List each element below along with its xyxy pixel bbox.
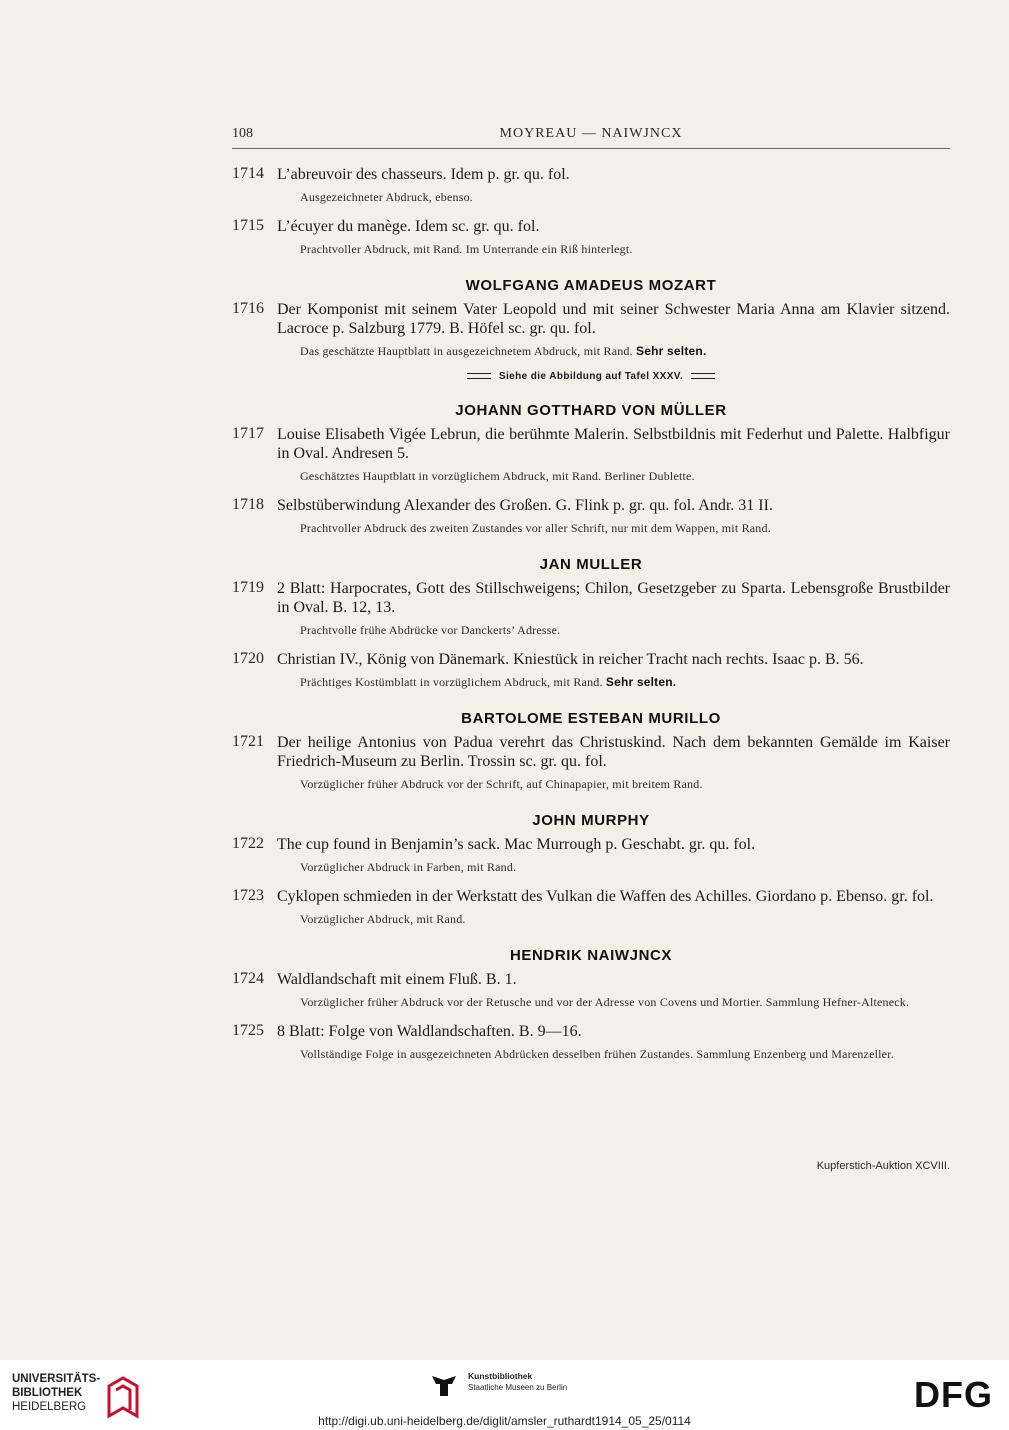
catalog-entry bbox=[232, 650, 950, 690]
lot-note-text: Prächtiges Kostümblatt in vorzüglichem Abdruck, mit Rand. bbox=[300, 675, 603, 689]
lot-note-text: Prachtvoller Abdruck des zweiten Zustandes vor aller Schrift, nur mit dem Wappen, mit Rand. bbox=[300, 521, 771, 535]
plate-reference-text: Siehe die Abbildung auf Tafel XXXV. bbox=[498, 371, 684, 382]
lot-note bbox=[300, 344, 950, 359]
catalog-entry bbox=[232, 579, 950, 638]
lot-title: Christian IV., König von Dänemark. Kniestück in reicher Tracht nach rechts. Isaac p. B. 56. bbox=[277, 651, 864, 668]
lot-note-text: Vorzüglicher Abdruck, mit Rand. bbox=[300, 912, 466, 926]
running-header bbox=[232, 126, 950, 148]
lot-number: 1719 bbox=[232, 579, 264, 596]
double-rule-right bbox=[691, 373, 715, 379]
lot-title: 2 Blatt: Harpocrates, Gott des Stillschweigens; Chilon, Gesetzgeber zu Sparta. Lebensgroße Brustbilder in Oval. B. 12, 13. bbox=[277, 580, 950, 616]
lot-note-text: Vorzüglicher Abdruck in Farben, mit Rand. bbox=[300, 860, 517, 874]
catalog-entry bbox=[232, 1022, 950, 1062]
artist-heading: WOLFGANG AMADEUS MOZART bbox=[465, 277, 717, 294]
lot-note-text: Vorzüglicher früher Abdruck vor der Schrift, auf Chinapapier, mit breitem Rand. bbox=[300, 777, 703, 791]
catalog-entry bbox=[232, 217, 950, 257]
lot-title: The cup found in Benjamin’s sack. Mac Murrough p. Geschabt. gr. qu. fol. bbox=[277, 836, 756, 853]
lot-note bbox=[300, 190, 950, 205]
lot-number: 1723 bbox=[232, 887, 264, 904]
lot-note bbox=[300, 675, 950, 690]
lot-note-text: Geschätztes Hauptblatt in vorzüglichem Abdruck, mit Rand. Berliner Dublette. bbox=[300, 469, 695, 483]
eagle-icon bbox=[430, 1370, 458, 1400]
lot-note-text: Vorzüglicher früher Abdruck vor der Retusche und vor der Adresse von Covens und Mortier. Sammlung Hefner-Alteneck. bbox=[300, 995, 910, 1009]
lot-number: 1720 bbox=[232, 650, 264, 667]
lot-number: 1714 bbox=[232, 165, 264, 182]
lot-number: 1724 bbox=[232, 970, 264, 987]
kunstbibliothek-logo[interactable] bbox=[430, 1370, 630, 1410]
catalog-entry bbox=[232, 496, 950, 536]
catalog-entry bbox=[232, 733, 950, 792]
catalog-entry bbox=[232, 835, 950, 875]
catalog-entry bbox=[232, 165, 950, 205]
lot-number: 1715 bbox=[232, 217, 264, 234]
ub-line1: UNIVERSITÄTS- bbox=[12, 1373, 101, 1385]
lot-note-text: Ausgezeichneter Abdruck, ebenso. bbox=[300, 190, 474, 204]
digitization-footer bbox=[0, 1360, 1009, 1430]
artist-heading: JOHN MURPHY bbox=[532, 812, 650, 829]
lot-note bbox=[300, 860, 950, 875]
lot-note bbox=[300, 623, 950, 638]
catalog-entry bbox=[232, 970, 950, 1010]
lot-note bbox=[300, 1047, 950, 1062]
lot-note-text: Vollständige Folge in ausgezeichneten Abdrücken desselben frühen Zustandes. Sammlung Enzenberg und Marenzeller. bbox=[300, 1047, 894, 1061]
kb-line2: Staatliche Museen zu Berlin bbox=[468, 1383, 568, 1392]
catalog-content bbox=[232, 165, 950, 1074]
page-number: 108 bbox=[232, 126, 253, 141]
lot-note bbox=[300, 521, 950, 536]
lot-title: Der heilige Antonius von Padua verehrt das Christuskind. Nach dem bekannten Gemälde im Kaiser Friedrich-Museum zu Berlin. Trossin sc. gr. qu. fol. bbox=[277, 734, 950, 770]
lot-title: Waldlandschaft mit einem Fluß. B. 1. bbox=[277, 971, 517, 988]
footer-note: Kupferstich-Auktion XCVIII. bbox=[816, 1160, 950, 1172]
ub-logo-text bbox=[12, 1372, 100, 1414]
lot-note bbox=[300, 995, 950, 1010]
artist-heading: BARTOLOME ESTEBAN MURILLO bbox=[461, 710, 721, 727]
lot-title: Selbstüberwindung Alexander des Großen. G. Flink p. gr. qu. fol. Andr. 31 II. bbox=[277, 497, 773, 514]
lot-note bbox=[300, 469, 950, 484]
lot-number: 1718 bbox=[232, 496, 264, 513]
double-rule-left bbox=[467, 373, 491, 379]
artist-heading: HENDRIK NAIWJNCX bbox=[509, 947, 673, 964]
source-url[interactable]: http://digi.ub.uni-heidelberg.de/diglit/amsler_ruthardt1914_05_25/0114 bbox=[318, 1414, 691, 1428]
lot-title: 8 Blatt: Folge von Waldlandschaften. B. 9—16. bbox=[277, 1023, 582, 1040]
catalog-entry bbox=[232, 300, 950, 359]
lot-number: 1721 bbox=[232, 733, 264, 750]
running-title: MOYREAU — NAIWJNCX bbox=[499, 126, 683, 141]
lot-number: 1717 bbox=[232, 425, 264, 442]
kb-line1: Kunstbibliothek bbox=[468, 1371, 533, 1381]
rarity-label: Sehr selten. bbox=[605, 675, 677, 689]
lot-note bbox=[300, 912, 950, 927]
lot-note-text: Prachtvolle frühe Abdrücke vor Danckerts’ Adresse. bbox=[300, 623, 561, 637]
artist-heading: JOHANN GOTTHARD VON MÜLLER bbox=[455, 402, 727, 419]
lot-title: Der Komponist mit seinem Vater Leopold und mit seiner Schwester Maria Anna am Klavier sitzend. Lacroce p. Salzburg 1779. B. Höfel sc. gr. qu. fol. bbox=[277, 301, 950, 337]
catalog-entry bbox=[232, 887, 950, 927]
lot-note bbox=[300, 242, 950, 257]
lot-title: Louise Elisabeth Vigée Lebrun, die berühmte Malerin. Selbstbildnis mit Federhut und Palette. Halbfigur in Oval. Andresen 5. bbox=[277, 426, 950, 462]
artist-heading: JAN MULLER bbox=[539, 556, 643, 573]
header-rule bbox=[232, 148, 950, 149]
lot-title: L’abreuvoir des chasseurs. Idem p. gr. qu. fol. bbox=[277, 166, 570, 183]
lot-number: 1725 bbox=[232, 1022, 264, 1039]
lot-note-text: Das geschätzte Hauptblatt in ausgezeichnetem Abdruck, mit Rand. bbox=[300, 344, 633, 358]
lot-note-text: Prachtvoller Abdruck, mit Rand. Im Unterrande ein Riß hinterlegt. bbox=[300, 242, 633, 256]
ub-line3: HEIDELBERG bbox=[12, 1401, 87, 1413]
kunstbibliothek-text bbox=[468, 1371, 567, 1393]
lot-note bbox=[300, 777, 950, 792]
lot-number: 1716 bbox=[232, 300, 264, 317]
catalog-entry bbox=[232, 425, 950, 484]
ub-line2: BIBLIOTHEK bbox=[12, 1387, 83, 1399]
lot-title: Cyklopen schmieden in der Werkstatt des Vulkan die Waffen des Achilles. Giordano p. Ebenso. gr. fol. bbox=[277, 888, 934, 905]
lot-number: 1722 bbox=[232, 835, 264, 852]
dfg-logo[interactable]: DFG bbox=[914, 1374, 993, 1415]
rarity-label: Sehr selten. bbox=[636, 344, 707, 358]
lot-title: L’écuyer du manège. Idem sc. gr. qu. fol. bbox=[277, 218, 540, 235]
plate-reference bbox=[232, 371, 950, 382]
